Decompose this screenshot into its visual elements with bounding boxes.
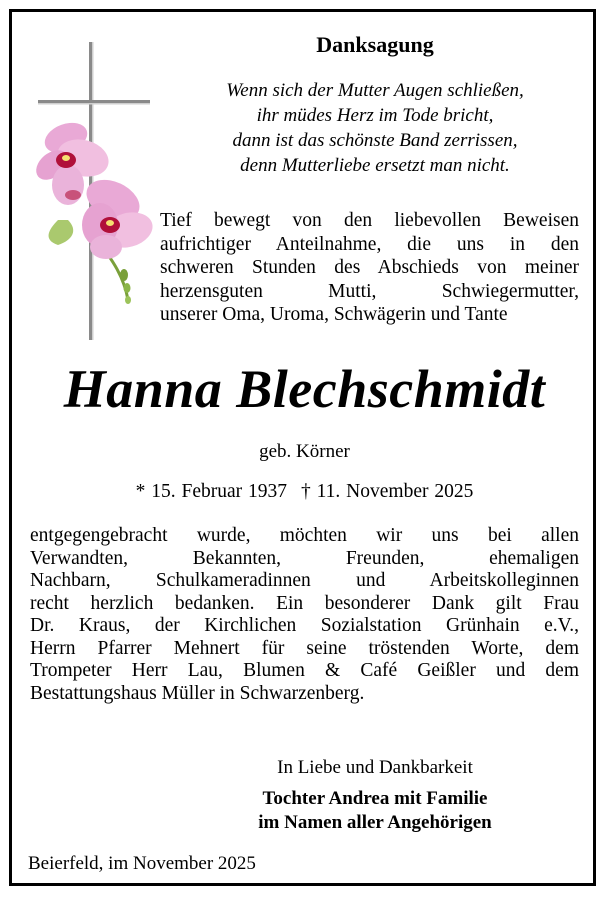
notice-title: Danksagung: [316, 32, 434, 57]
poem: [160, 78, 590, 178]
signer-family: Tochter Andrea mit Familie: [262, 788, 488, 809]
deceased-name: Hanna Blechschmidt: [63, 359, 546, 419]
signers: [150, 787, 600, 835]
intro-line: schweren Stunden des Abschieds von meiner: [160, 257, 579, 278]
intro-line: herzensguten Mutti, Schwiegermutter,: [160, 280, 579, 302]
body-line: Nachbarn, Schulkameradinnen und Arbeitskolleginnen: [30, 570, 579, 591]
body-line: recht herzlich bedanken. Ein besonderer Dank gilt Frau: [30, 592, 579, 614]
maiden-name: geb. Körner: [259, 441, 350, 462]
birth-date: * 15. Februar 1937: [135, 481, 288, 502]
death-date: † 11. November 2025: [301, 481, 474, 502]
body-line: Trompeter Herr Lau, Blumen & Café Geißler und dem: [30, 660, 579, 681]
closing-phrase: In Liebe und Dankbarkeit: [277, 757, 473, 778]
place-date: Beierfeld, im November 2025: [28, 853, 256, 874]
intro-paragraph: [160, 209, 579, 327]
body-line: Verwandten, Bekannten, Freunden, ehemaligen: [30, 547, 579, 569]
thanks-paragraph: [30, 525, 579, 705]
body-line: Bestattungshaus Müller in Schwarzenberg.: [30, 682, 365, 704]
cross-with-orchid: [28, 40, 168, 345]
poem-line: denn Mutterliebe ersetzt man nicht.: [240, 155, 510, 176]
poem-line: Wenn sich der Mutter Augen schließen,: [226, 80, 524, 101]
body-line: Dr. Kraus, der Kirchlichen Sozialstation Grünhain e.V.,: [30, 615, 579, 636]
poem-line: ihr müdes Herz im Tode bricht,: [256, 105, 494, 126]
intro-line: aufrichtiger Anteilnahme, die uns in den: [160, 233, 579, 255]
life-dates: [0, 481, 609, 503]
body-line: Herrn Pfarrer Mehnert für seine tröstenden Worte, dem: [30, 637, 579, 659]
signer-relatives: im Namen aller Angehörigen: [258, 812, 492, 833]
intro-line: Tief bewegt von den liebevollen Beweisen: [160, 210, 579, 231]
intro-line: unserer Oma, Uroma, Schwägerin und Tante: [160, 304, 508, 325]
poem-line: dann ist das schönste Band zerrissen,: [232, 130, 518, 151]
orchid-icon: [30, 117, 156, 304]
body-line: entgegengebracht wurde, möchten wir uns bei allen: [30, 525, 579, 546]
